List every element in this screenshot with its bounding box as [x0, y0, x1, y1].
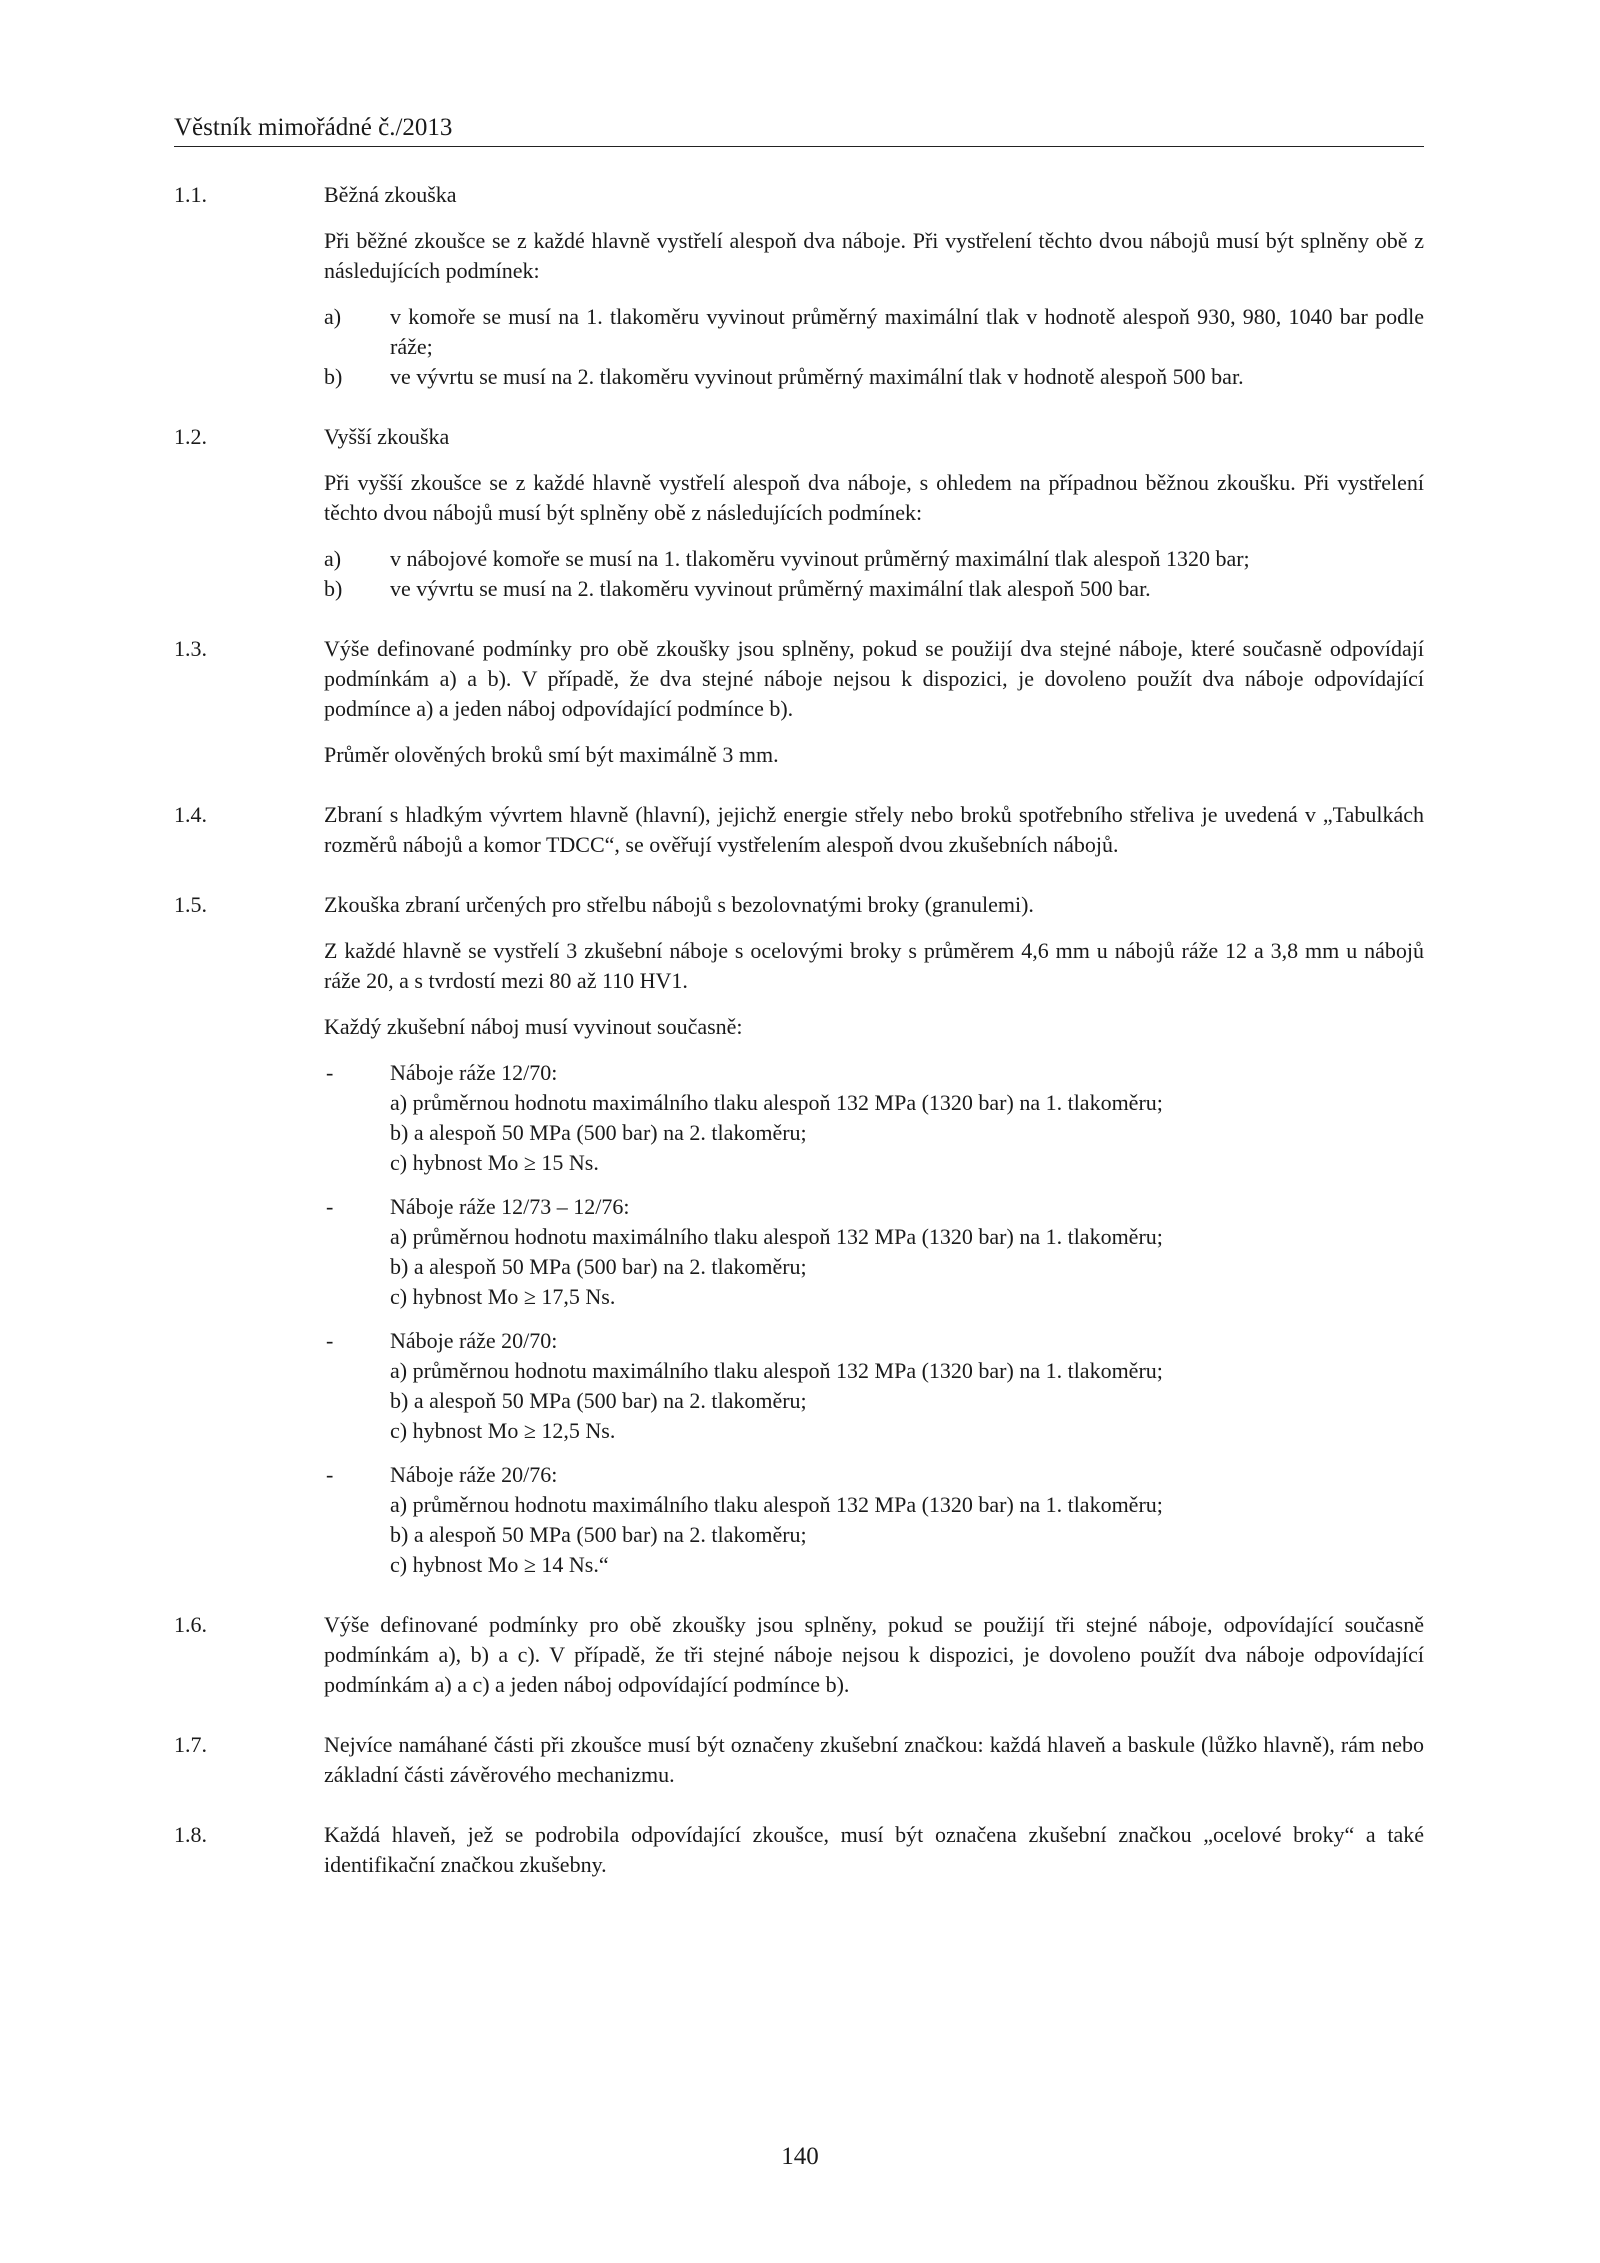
bullet-line: c) hybnost Mo ≥ 12,5 Ns.: [390, 1418, 616, 1443]
section-title: Běžná zkouška: [324, 182, 457, 207]
paragraph: Každá hlaveň, jež se podrobila odpovídající zkoušce, musí být označena zkušební značkou „ocelové broky“ a také identifikační značkou zkušebny.: [324, 1822, 1424, 1877]
bullet-line: a) průměrnou hodnotu maximálního tlaku alespoň 132 MPa (1320 bar) na 1. tlakoměru;: [390, 1090, 1163, 1115]
bullet-dash: -: [326, 1060, 334, 1085]
document-body: [174, 180, 1424, 1910]
bullet-line: c) hybnost Mo ≥ 17,5 Ns.: [390, 1284, 616, 1309]
section-number: 1.3.: [174, 636, 207, 661]
paragraph: Zbraní s hladkým vývrtem hlavně (hlavní), jejichž energie střely nebo broků spotřebního střeliva je uvedená v „Tabulkách rozměrů nábojů a komor TDCC“, se ověřují vystřelením alespoň dvou zkušebních nábojů.: [324, 802, 1424, 857]
section-number: 1.2.: [174, 424, 207, 449]
section-1-1: [174, 180, 1424, 392]
bullet-line: b) a alespoň 50 MPa (500 bar) na 2. tlakoměru;: [390, 1120, 807, 1145]
bullet-dash: -: [326, 1328, 334, 1353]
section-number: 1.7.: [174, 1732, 207, 1757]
bullet-dash: -: [326, 1194, 334, 1219]
condition-item: [324, 362, 1424, 392]
section-number: 1.8.: [174, 1822, 207, 1847]
section-title: Zkouška zbraní určených pro střelbu nábojů s bezolovnatými broky (granulemi).: [324, 892, 1034, 917]
section-1-7: [174, 1730, 1424, 1790]
bullet-item: [324, 1326, 1424, 1446]
condition-text: ve vývrtu se musí na 2. tlakoměru vyvinout průměrný maximální tlak alespoň 500 bar.: [390, 576, 1151, 601]
page-footer: [0, 2143, 1600, 2171]
bullet-line: Náboje ráže 12/70:: [390, 1060, 558, 1085]
paragraph: Průměr olověných broků smí být maximálně 3 mm.: [324, 742, 779, 767]
bullet-item: [324, 1192, 1424, 1312]
section-1-8: [174, 1820, 1424, 1880]
paragraph: Každý zkušební náboj musí vyvinout současně:: [324, 1014, 743, 1039]
condition-text: v nábojové komoře se musí na 1. tlakoměru vyvinout průměrný maximální tlak alespoň 1320 bar;: [390, 546, 1250, 571]
condition-text: v komoře se musí na 1. tlakoměru vyvinout průměrný maximální tlak v hodnotě alespoň 930, 980, 1040 bar podle ráže;: [390, 304, 1424, 359]
bullet-line: a) průměrnou hodnotu maximálního tlaku alespoň 132 MPa (1320 bar) na 1. tlakoměru;: [390, 1492, 1163, 1517]
paragraph: Výše definované podmínky pro obě zkoušky jsou splněny, pokud se použijí tři stejné náboje, odpovídající současně podmínkám a), b) a c). V případě, že tři stejné náboje nejsou k dispozici, je dovoleno použít dva náboje odpovídající podmínkám a) a c) a jeden náboj odpovídající podmínce b).: [324, 1612, 1424, 1697]
page-number: 140: [781, 2143, 819, 2170]
condition-label: b): [324, 576, 343, 601]
section-number: 1.6.: [174, 1612, 207, 1637]
bullet-dash: -: [326, 1462, 334, 1487]
section-1-2: [174, 422, 1424, 604]
paragraph: Z každé hlavně se vystřelí 3 zkušební náboje s ocelovými broky s průměrem 4,6 mm u nábojů ráže 12 a 3,8 mm u nábojů ráže 20, a s tvrdostí mezi 80 až 110 HV1.: [324, 938, 1424, 993]
section-number: 1.4.: [174, 802, 207, 827]
condition-list: [324, 302, 1424, 392]
condition-text: ve vývrtu se musí na 2. tlakoměru vyvinout průměrný maximální tlak v hodnotě alespoň 500 bar.: [390, 364, 1244, 389]
bullet-line: c) hybnost Mo ≥ 15 Ns.: [390, 1150, 599, 1175]
bullet-line: a) průměrnou hodnotu maximálního tlaku alespoň 132 MPa (1320 bar) na 1. tlakoměru;: [390, 1358, 1163, 1383]
condition-list: [324, 544, 1424, 604]
bullet-line: Náboje ráže 20/76:: [390, 1462, 558, 1487]
paragraph: Výše definované podmínky pro obě zkoušky jsou splněny, pokud se použijí dva stejné náboje, které současně odpovídají podmínkám a) a b). V případě, že dva stejné náboje nejsou k dispozici, je dovoleno použít dva náboje odpovídající podmínce a) a jeden náboj odpovídající podmínce b).: [324, 636, 1424, 721]
bullet-line: Náboje ráže 20/70:: [390, 1328, 558, 1353]
bullet-item: [324, 1460, 1424, 1580]
section-1-5: [174, 890, 1424, 1580]
condition-label: b): [324, 364, 343, 389]
condition-label: a): [324, 304, 342, 329]
section-1-4: [174, 800, 1424, 860]
section-title: Vyšší zkouška: [324, 424, 450, 449]
paragraph: Nejvíce namáhané části při zkoušce musí být označeny zkušební značkou: každá hlaveň a baskule (lůžko hlavně), rám nebo základní části závěrového mechanizmu.: [324, 1732, 1424, 1787]
header-title: Věstník mimořádné č./2013: [174, 114, 453, 141]
condition-label: a): [324, 546, 342, 571]
condition-item: [324, 302, 1424, 362]
section-1-6: [174, 1610, 1424, 1700]
paragraph: Při vyšší zkoušce se z každé hlavně vystřelí alespoň dva náboje, s ohledem na případnou běžnou zkoušku. Při vystřelení těchto dvou nábojů musí být splněny obě z následujících podmínek:: [324, 470, 1424, 525]
paragraph: Při běžné zkoušce se z každé hlavně vystřelí alespoň dva náboje. Při vystřelení těchto dvou nábojů musí být splněny obě z následujících podmínek:: [324, 228, 1424, 283]
bullet-item: [324, 1058, 1424, 1178]
bullet-line: b) a alespoň 50 MPa (500 bar) na 2. tlakoměru;: [390, 1254, 807, 1279]
condition-item: [324, 574, 1424, 604]
condition-item: [324, 544, 1424, 574]
bullet-line: b) a alespoň 50 MPa (500 bar) na 2. tlakoměru;: [390, 1522, 807, 1547]
section-number: 1.1.: [174, 182, 207, 207]
page-header: [174, 112, 1424, 147]
bullet-line: a) průměrnou hodnotu maximálního tlaku alespoň 132 MPa (1320 bar) na 1. tlakoměru;: [390, 1224, 1163, 1249]
section-number: 1.5.: [174, 892, 207, 917]
bullet-line: b) a alespoň 50 MPa (500 bar) na 2. tlakoměru;: [390, 1388, 807, 1413]
bullet-line: Náboje ráže 12/73 – 12/76:: [390, 1194, 630, 1219]
bullet-line: c) hybnost Mo ≥ 14 Ns.“: [390, 1552, 609, 1577]
section-1-3: [174, 634, 1424, 770]
